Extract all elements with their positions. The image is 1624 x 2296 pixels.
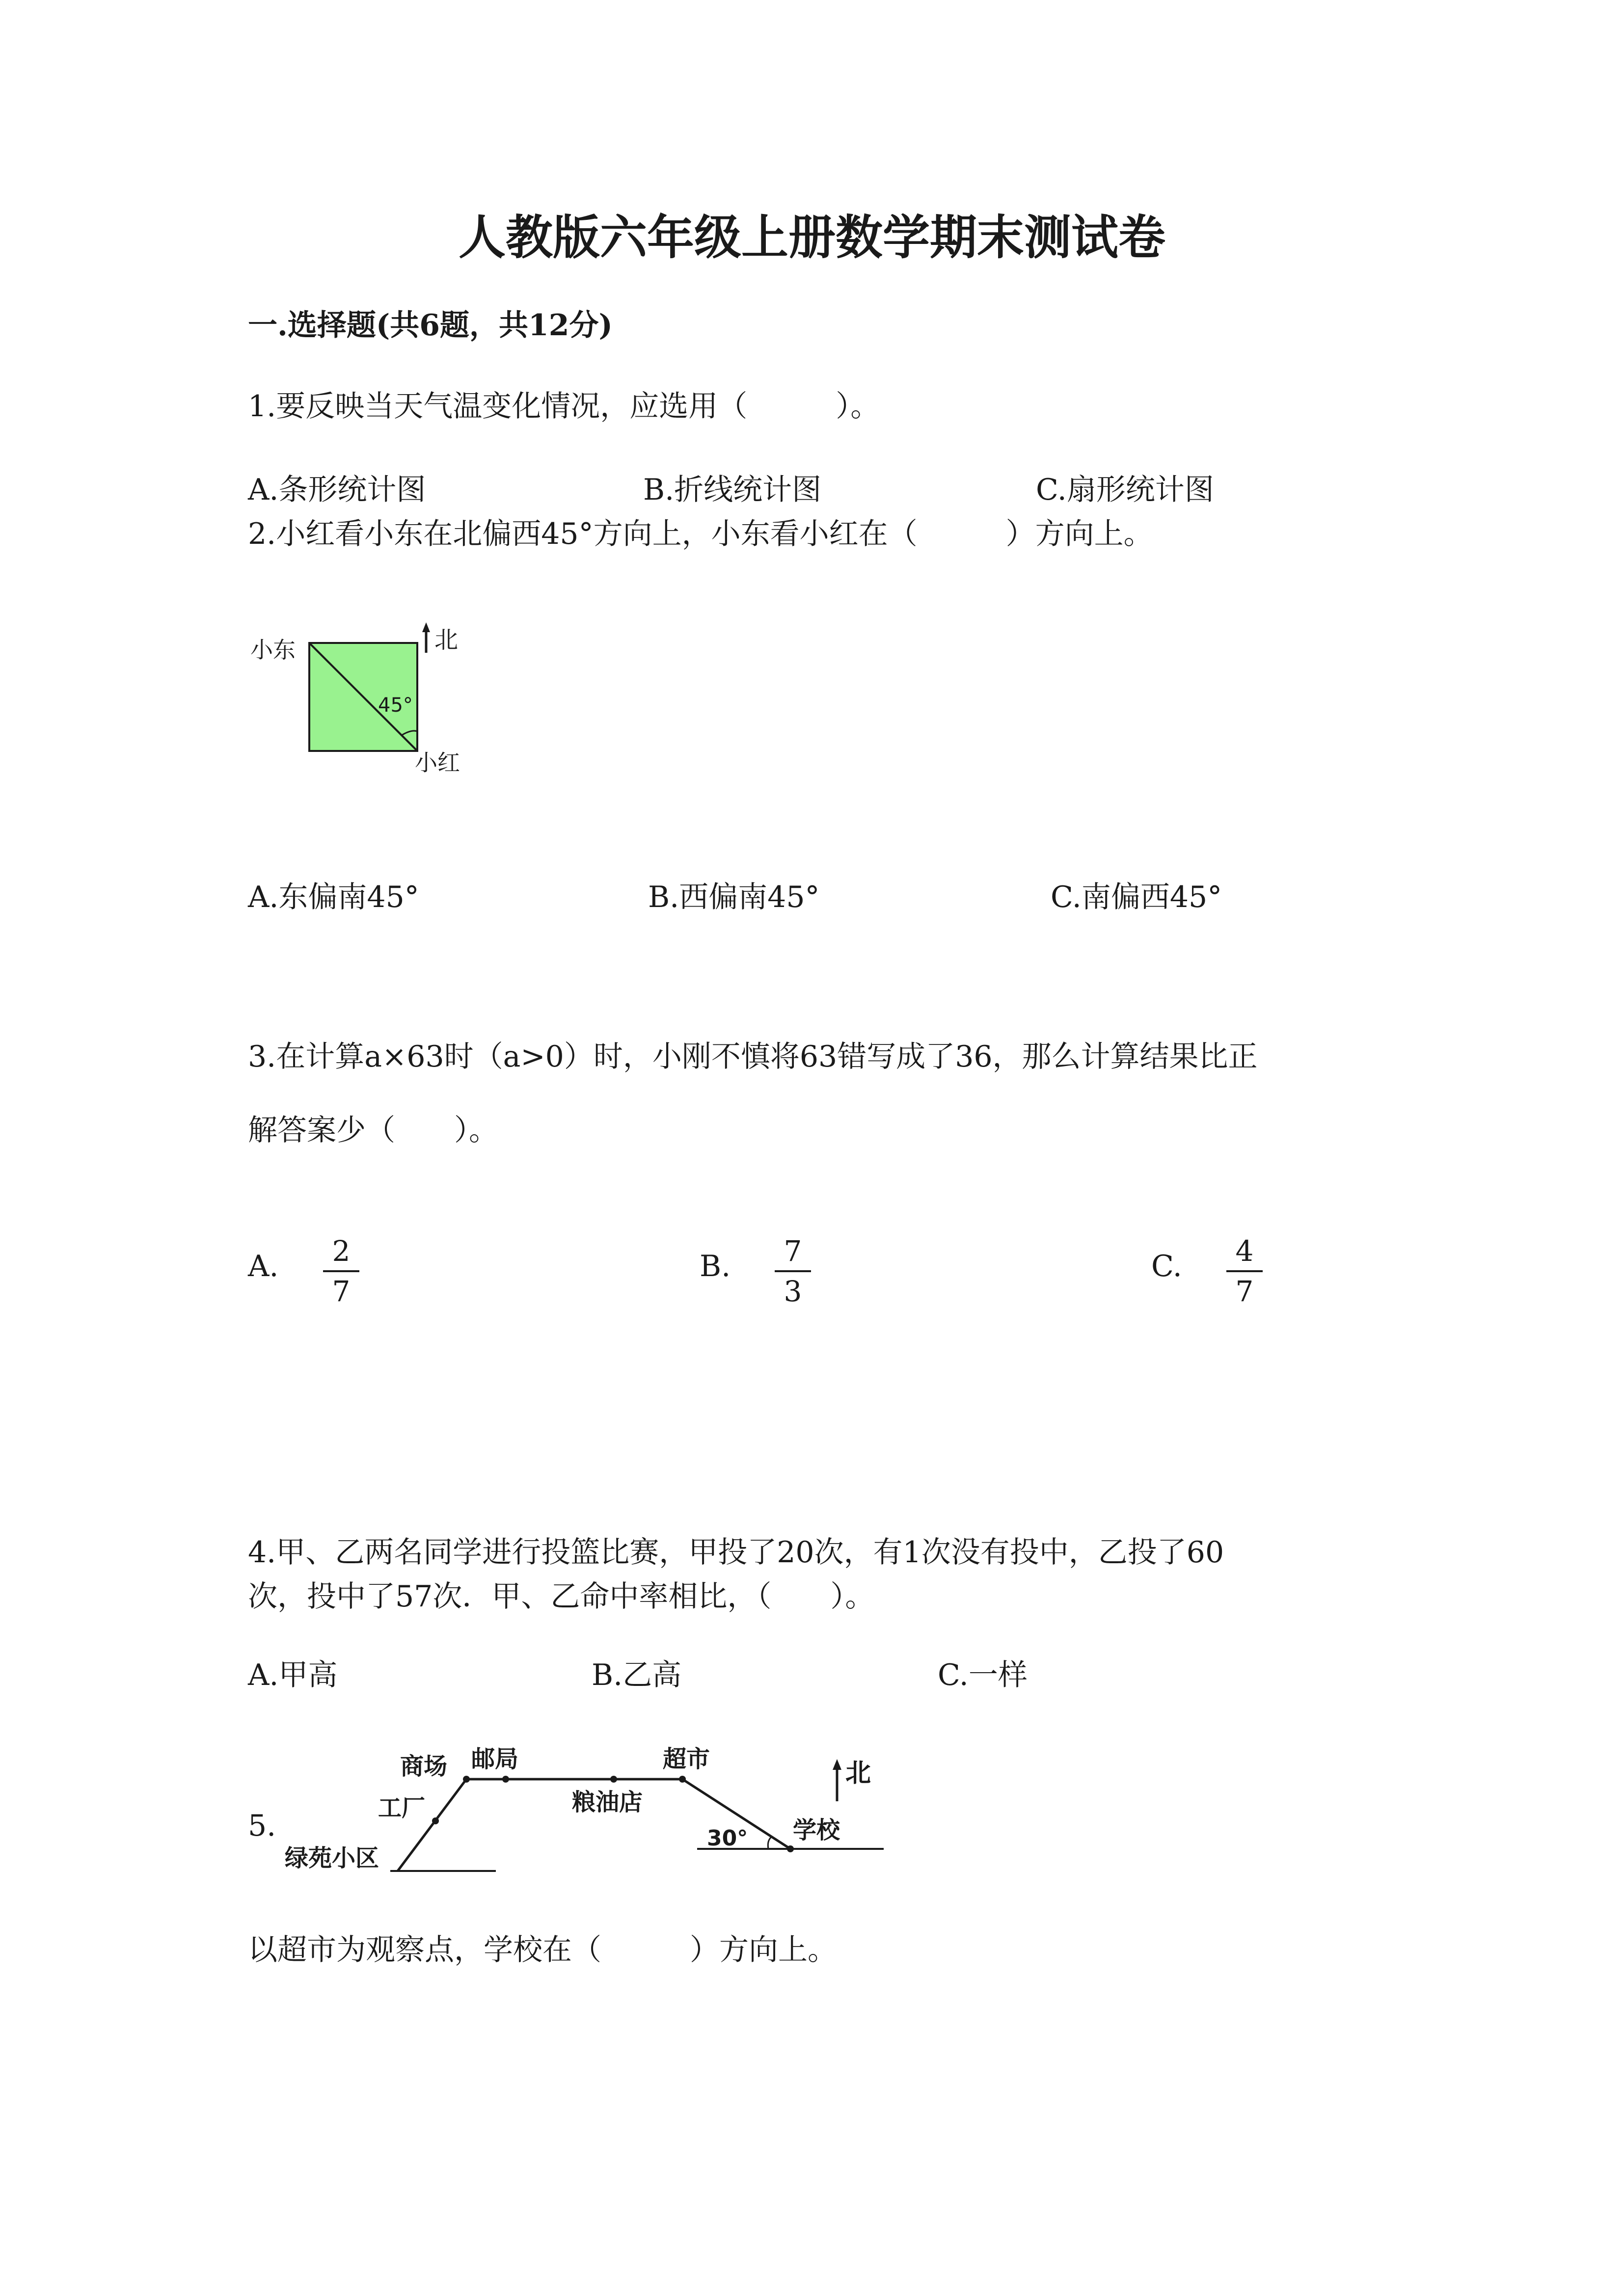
question-5-stem: 以超市为观察点，学校在（ ）方向上。: [248, 1933, 837, 1967]
question-5-number: 5.: [248, 1809, 276, 1843]
fraction-bar: [323, 1270, 359, 1272]
question-4-stem-line1: 4.甲、乙两名同学进行投篮比赛，甲投了20次，有1次没有投中，乙投了60: [248, 1535, 1224, 1570]
label-shangchang: 商场: [400, 1753, 448, 1780]
question-2-option-b[interactable]: B.西偏南45°: [648, 880, 820, 914]
dot-gongchang: [432, 1817, 439, 1824]
label-lvyuan: 绿苑小区: [285, 1844, 379, 1872]
question-3-option-b-fraction[interactable]: [771, 1234, 815, 1308]
label-xiaodong: 小东: [250, 637, 296, 663]
question-4-stem-line2: 次，投中了57次．甲、乙命中率相比，（ ）。: [248, 1579, 875, 1614]
label-chaoshi: 超市: [663, 1745, 710, 1773]
north-label: 北: [434, 626, 459, 654]
question-4-option-a[interactable]: A.甲高: [248, 1658, 338, 1692]
question-4-option-b[interactable]: B.乙高: [592, 1658, 682, 1692]
label-xiaohong: 小红: [415, 749, 460, 776]
north-arrow-icon: [833, 1759, 841, 1770]
angle-label: 45°: [378, 694, 413, 717]
question-5-route-map: [275, 1737, 893, 1885]
fraction-denominator: 3: [784, 1275, 802, 1308]
question-2-option-c[interactable]: C.南偏西45°: [1051, 880, 1222, 914]
dot-xuexiao: [787, 1845, 794, 1852]
label-youju: 邮局: [471, 1745, 519, 1773]
question-3-option-b-label[interactable]: B.: [700, 1249, 731, 1283]
dot-shangchang: [463, 1776, 470, 1783]
dot-liangyoudian: [610, 1776, 617, 1783]
question-4-option-c[interactable]: C.一样: [938, 1658, 1028, 1692]
angle-arc: [768, 1837, 772, 1849]
north-arrow-icon: [422, 622, 430, 632]
label-xuexiao: 学校: [793, 1816, 840, 1844]
question-3-stem-line2: 解答案少（ ）。: [248, 1113, 498, 1148]
fraction-numerator: 4: [1235, 1234, 1254, 1268]
question-3-option-a-fraction[interactable]: [319, 1234, 363, 1308]
question-1-option-a[interactable]: A.条形统计图: [248, 473, 426, 507]
fraction-bar: [1226, 1270, 1263, 1272]
question-3-option-c-label[interactable]: C.: [1151, 1249, 1182, 1283]
question-2-option-a[interactable]: A.东偏南45°: [248, 880, 419, 914]
question-3-option-c-fraction[interactable]: [1222, 1234, 1267, 1308]
fraction-denominator: 7: [332, 1275, 351, 1308]
question-1-stem: 1.要反映当天气温变化情况，应选用（ ）。: [248, 389, 880, 424]
fraction-numerator: 2: [332, 1234, 351, 1268]
fraction-denominator: 7: [1235, 1275, 1254, 1308]
label-gongchang: 工厂: [378, 1794, 426, 1822]
question-1-option-b[interactable]: B.折线统计图: [643, 473, 822, 507]
fraction-numerator: 7: [784, 1234, 802, 1268]
exam-title: 人教版六年级上册数学期末测试卷: [459, 210, 1165, 265]
angle-label: 30°: [707, 1826, 748, 1851]
label-liangyoudian: 粮油店: [572, 1789, 643, 1816]
question-1-option-c[interactable]: C.扇形统计图: [1036, 473, 1214, 507]
dot-youju: [502, 1776, 509, 1783]
question-3-stem-line1: 3.在计算a×63时（a>0）时，小刚不慎将63错写成了36，那么计算结果比正: [248, 1040, 1258, 1074]
dot-chaoshi: [679, 1776, 686, 1783]
question-3-option-a-label[interactable]: A.: [248, 1249, 279, 1283]
section-heading: 一.选择题(共6题，共12分): [248, 308, 613, 343]
question-2-stem: 2.小红看小东在北偏西45°方向上，小东看小红在（ ）方向上。: [248, 517, 1153, 551]
north-label: 北: [845, 1759, 871, 1788]
fraction-bar: [775, 1270, 811, 1272]
question-2-figure: [245, 614, 491, 790]
